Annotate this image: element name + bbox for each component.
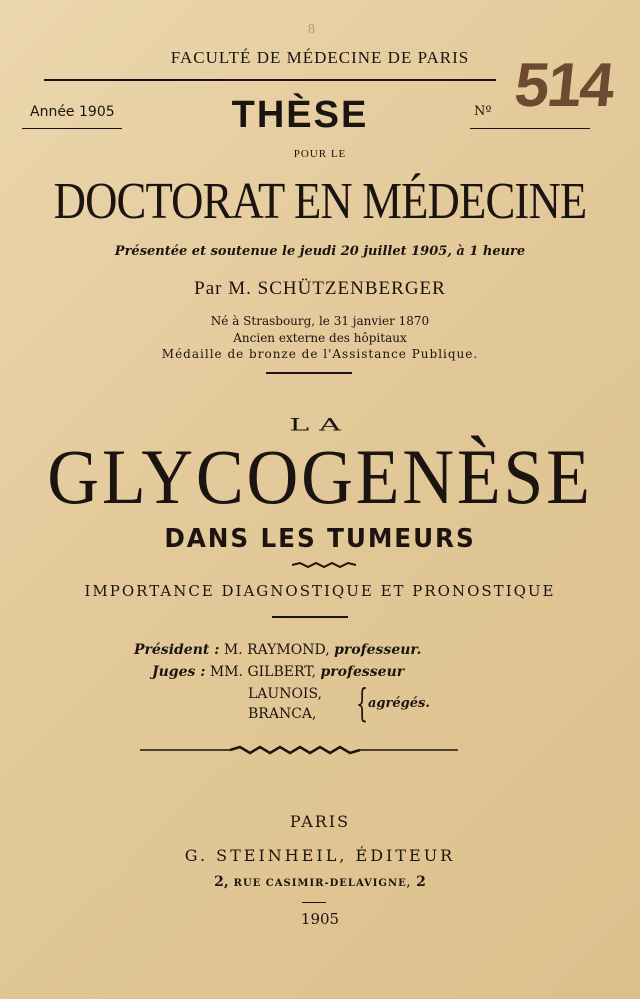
subtitle: DANS LES TUMEURS: [164, 524, 476, 554]
these-heading: THÈSE: [231, 94, 369, 136]
medal-line: Médaille de bronze de l'Assistance Publique.: [161, 347, 479, 361]
judges-prefix: MM.: [209, 664, 244, 680]
president-role: Président :: [134, 642, 220, 658]
birth-line: Né à Strasbourg, le 31 janvier 1870: [210, 314, 430, 328]
judge-gilbert: GILBERT,: [247, 664, 317, 680]
pour-le: POUR LE: [293, 148, 347, 160]
imprint-ornament: [140, 744, 458, 756]
publisher-address: [0, 874, 640, 890]
year-label: Année 1905: [30, 104, 115, 120]
faculty-name: FACULTÉ DE MÉDECINE DE PARIS: [170, 48, 470, 67]
inventory-stamp: 514: [511, 51, 617, 120]
judge-branca: BRANCA,: [248, 706, 317, 722]
judge-launois: LAUNOIS,: [248, 686, 323, 702]
address-street: RUE CASIMIR-DELAVIGNE,: [233, 878, 412, 889]
agreges-label: agrégés.: [368, 696, 430, 711]
defense-date: Présentée et soutenue le jeudi 20 juillet 1905, à 1 heure: [114, 244, 526, 259]
judge-gilbert-title: professeur: [320, 664, 405, 680]
publisher: G. STEINHEIL, ÉDITEUR: [184, 846, 456, 865]
author-line: Par M. SCHÜTZENBERGER: [194, 278, 446, 299]
president-name: M. RAYMOND,: [223, 642, 330, 658]
year-rule: [302, 902, 326, 903]
president-line: [134, 642, 421, 658]
address-number: 2,: [214, 874, 229, 890]
judges-role: Juges :: [152, 664, 206, 680]
subject-divider: [272, 616, 348, 618]
author-divider: [266, 372, 352, 374]
year-underline: [22, 128, 122, 129]
degree-title: DOCTORAT EN MÉDECINE: [53, 173, 587, 230]
pencil-mark: 8: [308, 22, 315, 37]
number-label: Nº: [474, 104, 492, 119]
address-number-2: 2: [416, 874, 426, 890]
imprint-city: PARIS: [289, 812, 351, 831]
main-title: GLYCOGENÈSE: [47, 433, 593, 520]
number-underline: [470, 128, 590, 129]
judges-line: [152, 664, 404, 680]
importance-line: IMPORTANCE DIAGNOSTIQUE ET PRONOSTIQUE: [84, 582, 556, 600]
imprint-year: 1905: [300, 910, 340, 928]
president-title: professeur.: [334, 642, 422, 658]
header-rule: [44, 79, 496, 81]
extern-line: Ancien externe des hôpitaux: [233, 331, 407, 345]
title-article: LA: [289, 415, 351, 436]
jury-brace: {: [356, 681, 369, 725]
small-ornament: [292, 561, 356, 569]
